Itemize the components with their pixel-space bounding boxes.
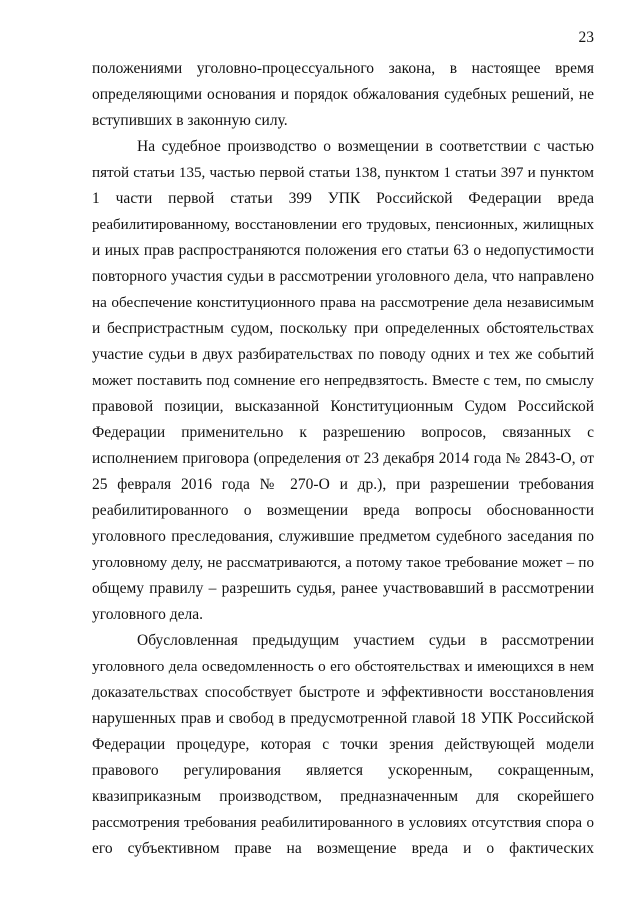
text-line: реабилитированному, восстановлении его трудовых, пенсионных, жилищных (92, 217, 594, 233)
paragraph (92, 628, 594, 862)
document-body (92, 56, 594, 862)
text-line: реабилитированного о возмещении вреда вопросы обоснованности (92, 502, 594, 519)
text-line: Федерации применительно к разрешению вопросов, связанных с (92, 424, 594, 441)
text-line: уголовного дела. (92, 606, 203, 623)
text-line: правового регулирования является ускоренным, сокращенным, (92, 762, 594, 779)
text-line: на обеспечение конституционного права на рассмотрение дела независимым (92, 294, 594, 311)
text-line: определяющими основания и порядок обжалования судебных решений, не (92, 86, 594, 103)
text-line: 25 февраля 2016 года № 270-О и др.), при разрешении требования (92, 476, 594, 493)
text-line: повторного участия судьи в рассмотрении уголовного дела, что направлено (92, 268, 594, 285)
text-line: 1 части первой статьи 399 УПК Российской Федерации вреда (92, 190, 594, 207)
text-line: правовой позиции, высказанной Конституционным Судом Российской (92, 398, 594, 415)
text-line: и беспристрастным судом, поскольку при определенных обстоятельствах (92, 320, 594, 337)
text-line: нарушенных прав и свобод в предусмотренной главой 18 УПК Российской (92, 710, 594, 727)
text-line: Федерации процедуре, которая с точки зрения действующей модели (92, 736, 594, 753)
text-line: общему правилу – разрешить судья, ранее участвовавший в рассмотрении (92, 580, 594, 597)
page-number: 23 (578, 29, 594, 46)
text-line: уголовного преследования, служившие предметом судебного заседания по (92, 528, 594, 545)
text-line: исполнением приговора (определения от 23 декабря 2014 года № 2843-О, от (92, 450, 594, 467)
text-line: уголовного дела осведомленность о его обстоятельствах и имеющихся в нем (92, 658, 594, 675)
text-line: вступивших в законную силу. (92, 112, 288, 129)
text-line: На судебное производство о возмещении в соответствии с частью (137, 138, 594, 155)
text-line: может поставить под сомнение его непредвзятость. Вместе с тем, по смыслу (92, 372, 594, 389)
text-line: доказательствах способствует быстроте и эффективности восстановления (92, 684, 594, 701)
text-line: рассмотрения требования реабилитированного в условиях отсутствия спора о (92, 815, 594, 831)
text-line: и иных прав распространяются положения его статьи 63 о недопустимости (92, 242, 594, 259)
text-line: уголовному делу, не рассматриваются, а потому такое требование может – по (92, 555, 594, 571)
text-line: пятой статьи 135, частью первой статьи 138, пунктом 1 статьи 397 и пунктом (92, 165, 594, 181)
text-line: положениями уголовно-процессуального закона, в настоящее время (92, 60, 594, 77)
text-line: его субъективном праве на возмещение вреда и о фактических (92, 840, 594, 857)
paragraph (92, 134, 594, 628)
text-line: участие судьи в двух разбирательствах по поводу одних и тех же событий (92, 346, 594, 363)
paragraph (92, 56, 594, 134)
text-line: квазиприказным производством, предназначенным для скорейшего (92, 788, 594, 805)
text-line: Обусловленная предыдущим участием судьи в рассмотрении (137, 632, 594, 649)
